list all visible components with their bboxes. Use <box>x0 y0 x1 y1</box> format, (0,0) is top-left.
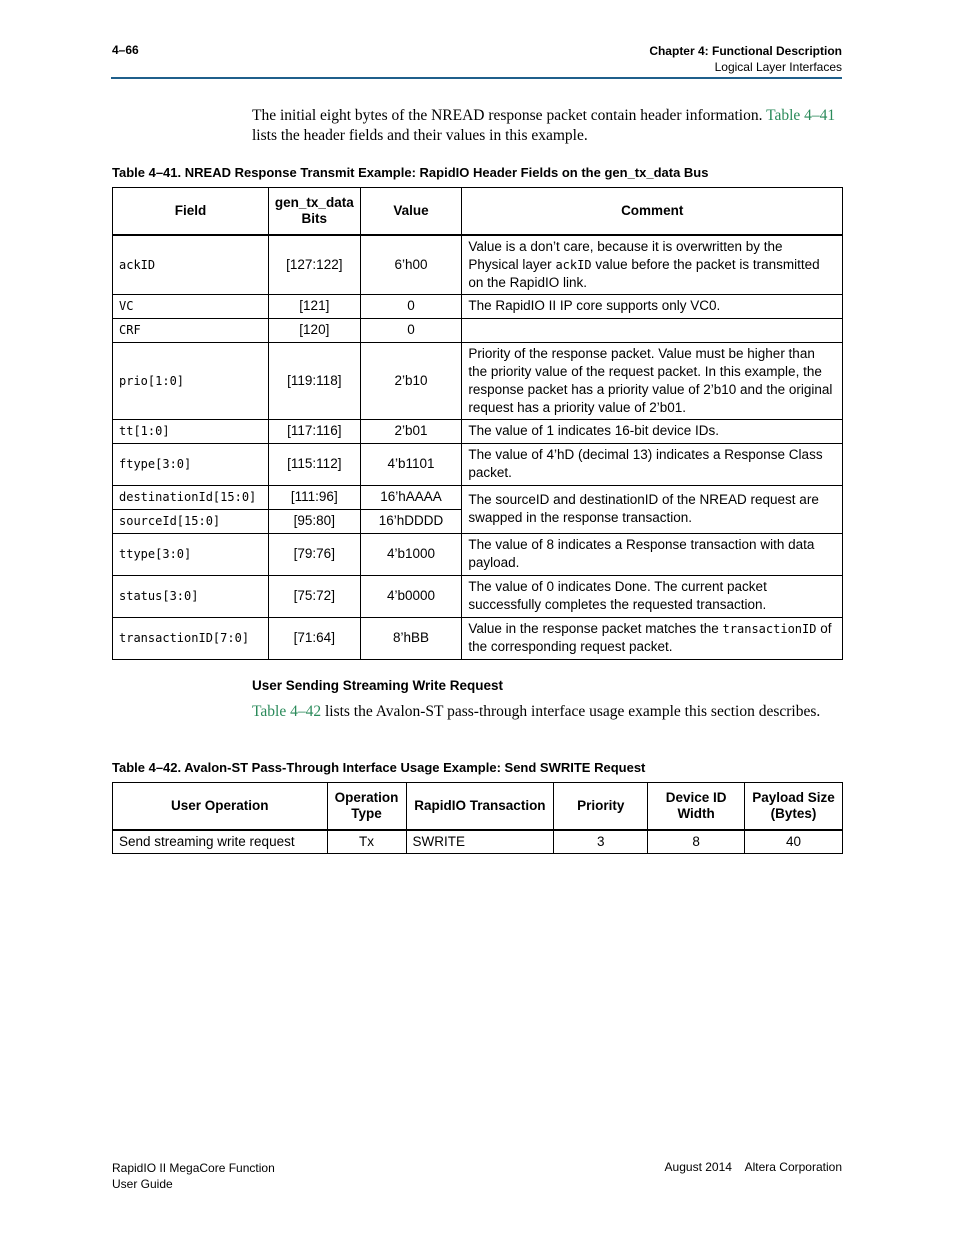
field-cell: status[3:0] <box>113 575 269 617</box>
operation-type-cell: Tx <box>327 830 406 854</box>
comment-cell: The RapidIO II IP core supports only VC0. <box>462 294 843 318</box>
bits-cell: [121] <box>268 294 360 318</box>
table-row <box>113 617 843 659</box>
footer-date-company: August 2014 Altera Corporation <box>664 1160 842 1174</box>
value-cell: 8’hBB <box>360 617 462 659</box>
device-id-width-cell: 8 <box>648 830 745 854</box>
comment-cell: The value of 4’hD (decimal 13) indicates a Response Class packet. <box>462 443 843 485</box>
comment-cell <box>462 318 843 342</box>
field-cell: VC <box>113 294 269 318</box>
section-text: lists the Avalon-ST pass-through interface usage example this section describes. <box>321 703 821 720</box>
header-fields-table <box>112 187 843 660</box>
bits-cell: [79:76] <box>268 533 360 575</box>
value-cell: 4’b1101 <box>360 443 462 485</box>
comment-cell: The value of 1 indicates 16-bit device IDs. <box>462 419 843 443</box>
table-41-caption: Table 4–41. NREAD Response Transmit Example: RapidIO Header Fields on the gen_tx_data Bus <box>112 165 709 180</box>
field-cell: ackID <box>113 235 269 295</box>
bits-cell: [111:96] <box>268 485 360 509</box>
field-cell: transactionID[7:0] <box>113 617 269 659</box>
table-row <box>113 419 843 443</box>
comment-cell: Priority of the response packet. Value must be higher than the priority value of the request packet. In this example, the response packet has a priority value of 2’b10 and the original request has a priority value of 2’b01. <box>462 342 843 419</box>
value-cell: 4’b0000 <box>360 575 462 617</box>
col-payload-size: Payload Size (Bytes) <box>745 783 843 830</box>
comment-cell: The value of 8 indicates a Response transaction with data payload. <box>462 533 843 575</box>
chapter-title: Chapter 4: Functional Description <box>649 44 842 58</box>
bits-cell: [71:64] <box>268 617 360 659</box>
table-row <box>113 830 843 854</box>
bits-cell: [119:118] <box>268 342 360 419</box>
col-user-operation: User Operation <box>113 783 328 830</box>
col-comment: Comment <box>462 188 843 235</box>
section-paragraph <box>252 702 842 722</box>
table-header-row <box>113 783 843 830</box>
table-row <box>113 318 843 342</box>
value-cell: 16’hDDDD <box>360 509 462 533</box>
value-cell: 0 <box>360 294 462 318</box>
comment-cell: Value is a don’t care, because it is overwritten by the Physical layer ackID value before the packet is transmitted on the RapidIO link. <box>462 235 843 295</box>
footer-product <box>112 1160 275 1192</box>
transaction-cell: SWRITE <box>406 830 554 854</box>
header-rule <box>111 77 842 79</box>
field-cell: ttype[3:0] <box>113 533 269 575</box>
table-42-link[interactable]: Table 4–42 <box>252 703 322 720</box>
table-42-caption: Table 4–42. Avalon-ST Pass-Through Interface Usage Example: Send SWRITE Request <box>112 760 646 775</box>
bits-cell: [127:122] <box>268 235 360 295</box>
table-row <box>113 533 843 575</box>
col-bits: gen_tx_data Bits <box>268 188 360 235</box>
value-cell: 6’h00 <box>360 235 462 295</box>
col-priority: Priority <box>554 783 648 830</box>
bits-cell: [95:80] <box>268 509 360 533</box>
table-row <box>113 443 843 485</box>
bits-cell: [115:112] <box>268 443 360 485</box>
bits-cell: [120] <box>268 318 360 342</box>
table-row <box>113 294 843 318</box>
table-row <box>113 485 843 509</box>
value-cell: 16’hAAAA <box>360 485 462 509</box>
usage-example-table <box>112 782 843 854</box>
section-heading: User Sending Streaming Write Request <box>252 678 504 693</box>
priority-cell: 3 <box>554 830 648 854</box>
document-type: User Guide <box>112 1177 173 1191</box>
value-cell: 2’b01 <box>360 419 462 443</box>
field-cell: tt[1:0] <box>113 419 269 443</box>
comment-cell: Value in the response packet matches the transactionID of the corresponding request packet. <box>462 617 843 659</box>
value-cell: 4’b1000 <box>360 533 462 575</box>
table-header-row <box>113 188 843 235</box>
section-title: Logical Layer Interfaces <box>714 60 842 74</box>
table-row <box>113 575 843 617</box>
col-rapidio-transaction: RapidIO Transaction <box>406 783 554 830</box>
col-operation-type: Operation Type <box>327 783 406 830</box>
comment-cell: The value of 0 indicates Done. The current packet successfully completes the requested transaction. <box>462 575 843 617</box>
col-field: Field <box>113 188 269 235</box>
field-cell: ftype[3:0] <box>113 443 269 485</box>
bits-cell: [75:72] <box>268 575 360 617</box>
field-cell: sourceId[15:0] <box>113 509 269 533</box>
page-number: 4–66 <box>112 43 139 57</box>
product-name: RapidIO II MegaCore Function <box>112 1161 275 1175</box>
field-cell: destinationId[15:0] <box>113 485 269 509</box>
payload-size-cell: 40 <box>745 830 843 854</box>
running-header <box>649 43 842 75</box>
intro-text: The initial eight bytes of the NREAD response packet contain header information. <box>252 107 763 124</box>
intro-paragraph <box>252 106 842 146</box>
value-cell: 2’b10 <box>360 342 462 419</box>
comment-cell: The sourceID and destinationID of the NREAD request are swapped in the response transaction. <box>462 485 843 533</box>
col-value: Value <box>360 188 462 235</box>
table-row <box>113 342 843 419</box>
col-device-id-width: Device ID Width <box>648 783 745 830</box>
intro-text-2: lists the header fields and their values in this example. <box>252 127 588 144</box>
field-cell: prio[1:0] <box>113 342 269 419</box>
value-cell: 0 <box>360 318 462 342</box>
bits-cell: [117:116] <box>268 419 360 443</box>
table-row <box>113 235 843 295</box>
user-operation-cell: Send streaming write request <box>113 830 328 854</box>
field-cell: CRF <box>113 318 269 342</box>
table-41-link[interactable]: Table 4–41 <box>766 107 836 124</box>
